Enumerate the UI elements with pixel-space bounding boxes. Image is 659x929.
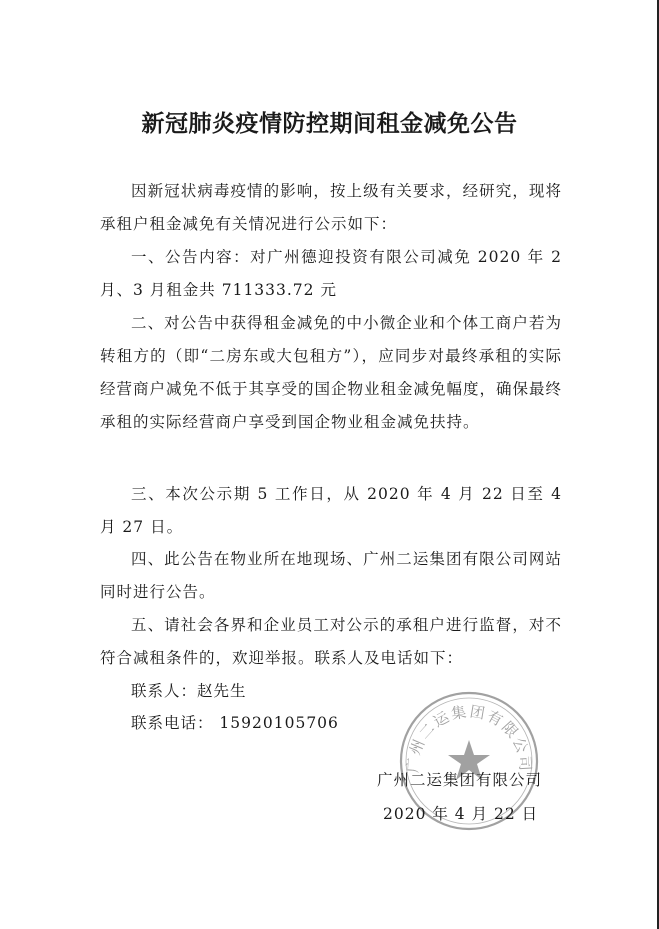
paragraph-item-3: 三、本次公示期 5 工作日，从 2020 年 4 月 22 日至 4 月 27 日。: [100, 485, 562, 536]
signature-date: 2020 年 4 月 22 日: [383, 805, 539, 823]
document-title: 新冠肺炎疫情防控期间租金减免公告: [141, 110, 518, 137]
paragraph-item-2: 二、对公告中获得租金减免的中小微企业和个体工商户若为转租方的（即“二房东或大包租方”），应同步对最终承租的实际经营商户减免不低于其享受的国企物业租金减免幅度，确保最终承租的实际经营商户享受到国企物业租金减免扶持。: [100, 314, 563, 431]
contact-person: 联系人：赵先生: [131, 682, 247, 700]
paragraph-intro: 因新冠状病毒疫情的影响，按上级有关要求，经研究，现将承租户租金减免有关情况进行公示如下：: [100, 182, 562, 233]
paragraph-item-5: 五、请社会各界和企业员工对公示的承租户进行监督，对不符合减租条件的，欢迎举报。联系人及电话如下：: [100, 616, 562, 667]
paragraph-item-4: 四、此公告在物业所在地现场、广州二运集团有限公司网站同时进行公告。: [100, 550, 562, 601]
paragraph-item-1: 一、公告内容：对广州德迎投资有限公司减免 2020 年 2 月、3 月租金共 711333.72 元: [100, 248, 562, 299]
svg-text:广州二运集团有限公司: 广州二运集团有限公司: [403, 702, 535, 774]
contact-phone: 联系电话： 15920105706: [131, 714, 339, 732]
signature-company: 广州二运集团有限公司: [377, 771, 543, 789]
